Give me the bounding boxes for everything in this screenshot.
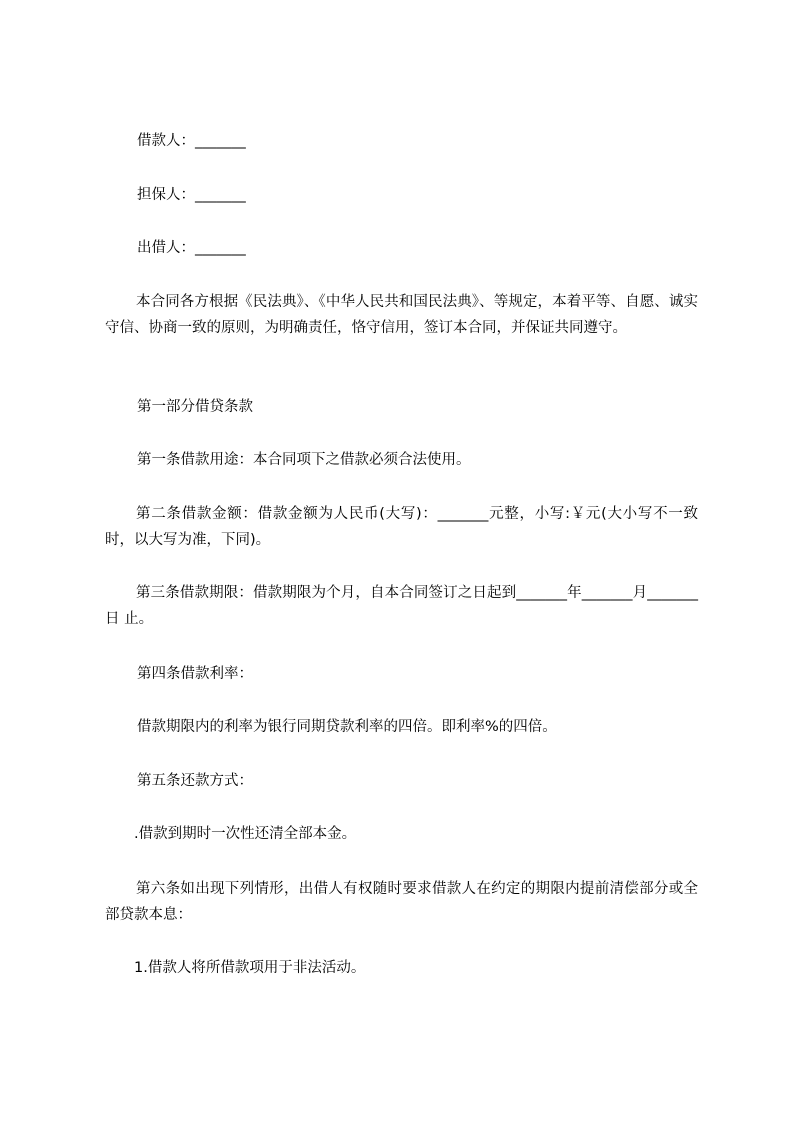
preamble-paragraph: 本合同各方根据《民法典》、《中华人民共和国民法典》、等规定，本着平等、自愿、诚实守信、协商一致的原则，为明确责任，恪守信用，签订本合同，并保证共同遵守。 [105, 294, 698, 336]
borrower-line: 借款人：_______ [137, 133, 246, 149]
lender-line: 出借人：_______ [137, 240, 246, 256]
guarantor-line: 担保人：_______ [137, 187, 246, 203]
article-2: 第二条借款金额：借款金额为人民币(大写)：_______元整，小写:￥元(大小写不一致时，以大写为准，下同)。 [105, 506, 698, 548]
article-5-body: .借款到期时一次性还清全部本金。 [134, 826, 357, 842]
article-3: 第三条借款期限：借款期限为个月，自本合同签订之日起到_______年_______月_______日 止。 [105, 585, 698, 627]
article-6-item-1: 1.借款人将所借款项用于非法活动。 [134, 960, 366, 976]
article-6: 第六条如出现下列情形，出借人有权随时要求借款人在约定的期限内提前清偿部分或全部贷款本息： [105, 881, 698, 923]
article-5-heading: 第五条还款方式： [137, 773, 253, 789]
article-1: 第一条借款用途：本合同项下之借款必须合法使用。 [137, 452, 471, 468]
part1-heading: 第一部分借贷条款 [137, 399, 253, 415]
article-4-heading: 第四条借款利率： [137, 666, 253, 682]
article-4-body: 借款期限内的利率为银行同期贷款利率的四倍。即利率%的四倍。 [137, 719, 557, 735]
